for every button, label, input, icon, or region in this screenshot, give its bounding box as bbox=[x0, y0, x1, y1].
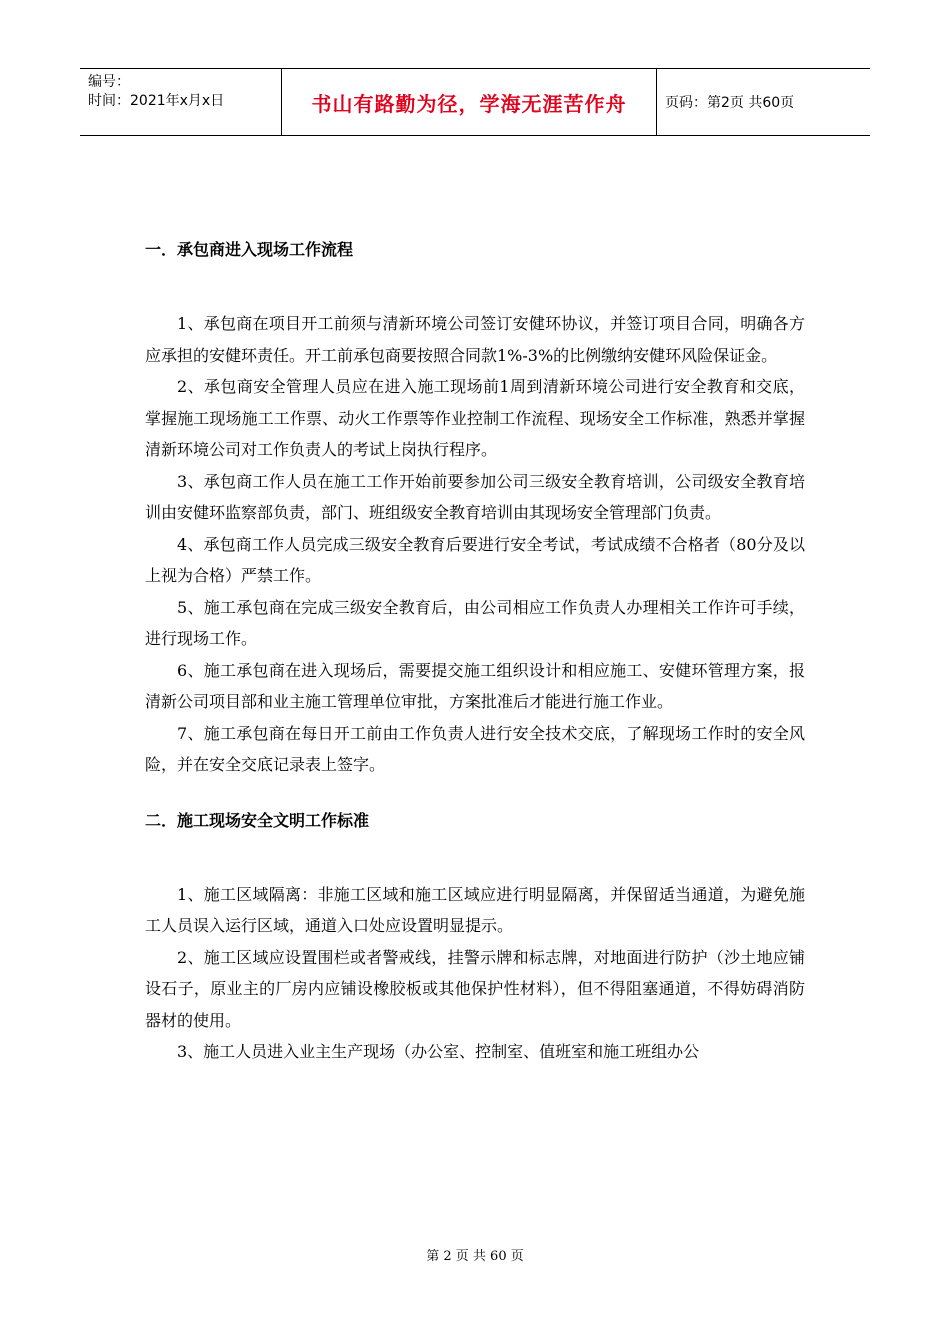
section-title: 二．施工现场安全文明工作标准 bbox=[145, 810, 370, 830]
document-number-label: 编号： bbox=[88, 74, 130, 90]
paragraph: 2、施工区域应设置围栏或者警戒线，挂警示牌和标志牌，对地面进行防护（沙土地应铺设石子，原业主的厂房内应铺设橡胶板或其他保护性材料），但不得阻塞通道，不得妨碍消防器材的使用。 bbox=[145, 947, 805, 1030]
paragraph: 7、施工承包商在每日开工前由工作负责人进行安全技术交底，了解现场工作时的安全风险，并在安全交底记录表上签字。 bbox=[145, 723, 805, 774]
paragraph: 3、承包商工作人员在施工工作开始前要参加公司三级安全教育培训，公司级安全教育培训由安健环监察部负责，部门、班组级安全教育培训由其现场安全管理部门负责。 bbox=[145, 471, 805, 522]
document-body bbox=[145, 234, 805, 1068]
document-time-label: 时间：2021年x月x日 bbox=[88, 93, 225, 109]
header-page-code: 页码：第2页 共60页 bbox=[665, 95, 795, 111]
paragraph: 3、施工人员进入业主生产现场（办公室、控制室、值班室和施工班组办公 bbox=[177, 1042, 700, 1061]
paragraph: 6、施工承包商在进入现场后，需要提交施工组织设计和相应施工、安健环管理方案，报清新公司项目部和业主施工管理单位审批，方案批准后才能进行施工作业。 bbox=[145, 660, 805, 711]
paragraph: 4、承包商工作人员完成三级安全教育后要进行安全考试，考试成绩不合格者（80分及以上视为合格）严禁工作。 bbox=[145, 534, 805, 585]
section-title: 一．承包商进入现场工作流程 bbox=[145, 240, 354, 259]
page-footer: 第 2 页 共 60 页 bbox=[426, 1249, 524, 1264]
paragraph: 2、承包商安全管理人员应在进入施工现场前1周到清新环境公司进行安全教育和交底，掌握施工现场施工工作票、动火工作票等作业控制工作流程、现场安全工作标准，熟悉并掌握清新环境公司对工作负责人的考试上岗执行程序。 bbox=[145, 377, 805, 459]
document-header bbox=[80, 68, 870, 136]
header-motto: 书山有路勤为径，学海无涯苦作舟 bbox=[282, 69, 657, 135]
header-meta bbox=[80, 69, 282, 135]
paragraph: 5、施工承包商在完成三级安全教育后，由公司相应工作负责人办理相关工作许可手续，进行现场工作。 bbox=[145, 597, 805, 648]
paragraph: 1、施工区域隔离：非施工区域和施工区域应进行明显隔离，并保留适当通道，为避免施工人员误入运行区域，通道入口处应设置明显提示。 bbox=[145, 884, 805, 935]
paragraph: 1、承包商在项目开工前须与清新环境公司签订安健环协议，并签订项目合同，明确各方应承担的安健环责任。开工前承包商要按照合同款1%-3%的比例缴纳安健环风险保证金。 bbox=[145, 314, 805, 365]
